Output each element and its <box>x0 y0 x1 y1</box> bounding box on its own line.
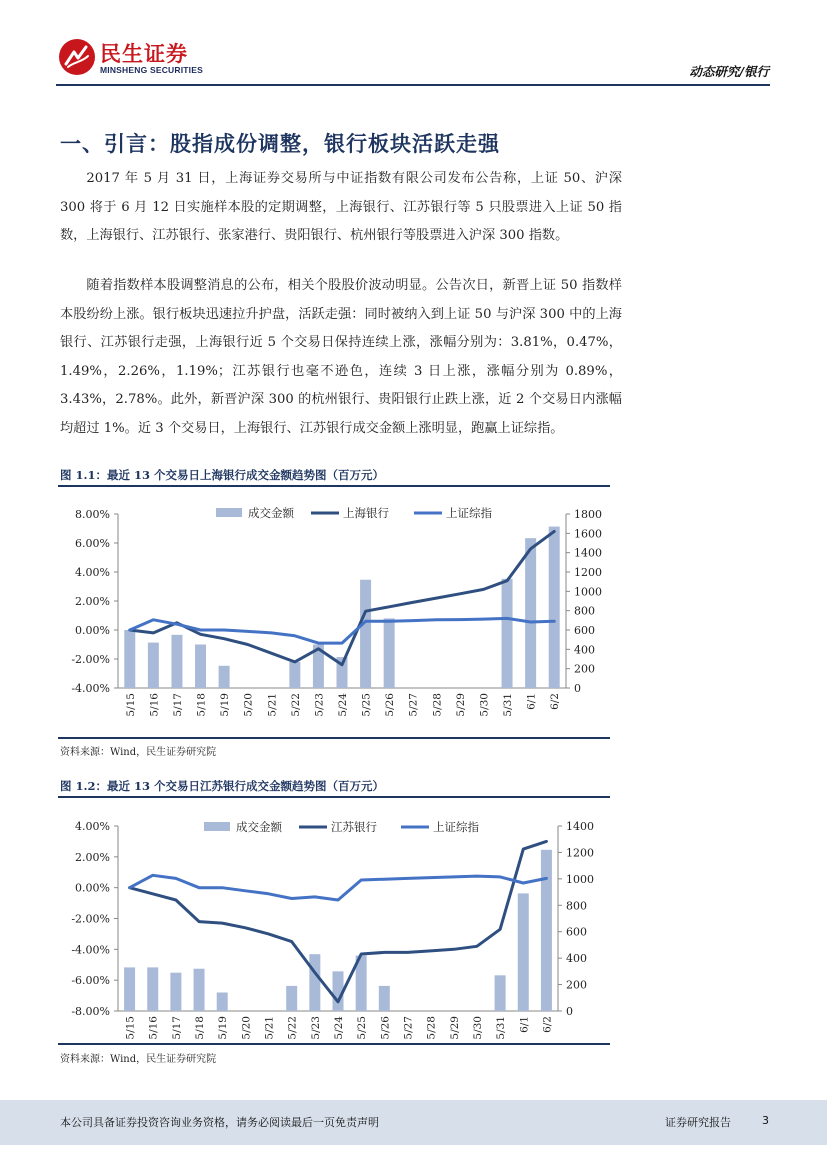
x-axis-tick-label: 5/26 <box>384 693 397 717</box>
left-axis-tick-label: -2.00% <box>71 912 110 926</box>
x-axis-tick-label: 5/31 <box>495 1016 508 1040</box>
right-axis-tick-label: 800 <box>566 899 587 913</box>
volume-bar <box>518 893 529 1011</box>
left-axis-tick-label: 4.00% <box>75 820 110 833</box>
figure-2-bottom-rule <box>58 1043 610 1045</box>
logo-chinese-name: 民生证券 <box>100 42 188 66</box>
figure-1-source: 资料来源：Wind，民生证券研究院 <box>60 747 217 758</box>
x-axis-tick-label: 5/28 <box>425 1016 438 1040</box>
x-axis-tick-label: 5/17 <box>171 693 184 717</box>
left-axis-tick-label: -2.00% <box>71 653 110 666</box>
legend-label: 上证综指 <box>446 506 492 520</box>
left-axis-tick-label: -4.00% <box>71 943 110 957</box>
right-axis-tick-label: 1200 <box>574 566 602 579</box>
x-axis-tick-label: 5/15 <box>124 1016 137 1040</box>
figure-2-top-rule <box>58 796 610 798</box>
left-axis-tick-label: 8.00% <box>75 508 110 521</box>
page-footer <box>0 1100 827 1145</box>
x-axis-tick-label: 5/20 <box>240 1016 253 1040</box>
figure-2-source: 资料来源：Wind，民生证券研究院 <box>60 1054 217 1065</box>
x-axis-tick-label: 5/23 <box>309 1016 322 1040</box>
right-axis-tick-label: 200 <box>566 978 587 992</box>
figure-1-top-rule <box>58 485 610 487</box>
right-axis-tick-label: 1400 <box>574 546 602 560</box>
right-axis-tick-label: 1000 <box>574 585 602 599</box>
volume-bar <box>171 635 182 688</box>
x-axis-tick-label: 5/30 <box>478 693 491 717</box>
right-axis-tick-label: 1800 <box>574 508 602 521</box>
x-axis-tick-label: 5/23 <box>313 693 326 717</box>
legend-swatch-volume <box>204 822 230 831</box>
paragraph-2: 随着指数样本股调整消息的公布，相关个股股价波动明显。公告次日，新晋上证 50 指数样本股纷纷上涨。银行板块迅速拉升护盘，活跃走强：同时被纳入到上证 50 与沪深 300 中的上海银行、江苏银行走强，上海银行近 5 个交易日保持连续上涨，涨幅分别为：3.81%，0.47%，1.49%，2.26%，1.19%；江苏银行也毫不逊色，连续 3 日上涨，涨幅分别为 0.89%，3.43%，2.78%。此外，新晋沪深 300 的杭州银行、贵阳银行止跌上涨，近 2 个交易日内涨幅均超过 1%。近 3 个交易日，上海银行、江苏银行成交金额上涨明显，跑赢上证综指。 <box>60 278 622 436</box>
volume-bar <box>124 630 135 688</box>
left-axis-tick-label: 4.00% <box>75 566 110 579</box>
volume-bar <box>495 975 506 1011</box>
right-axis-tick-label: 1000 <box>566 872 594 886</box>
right-axis-tick-label: 1400 <box>566 820 594 833</box>
right-axis-tick-label: 400 <box>566 952 587 966</box>
volume-bar <box>147 967 158 1011</box>
volume-bar <box>217 993 228 1012</box>
left-axis-tick-label: 0.00% <box>75 624 110 637</box>
chart-jiangsu-bank <box>56 806 616 1042</box>
x-axis-tick-label: 5/21 <box>266 693 279 717</box>
left-axis-tick-label: 2.00% <box>75 595 110 608</box>
volume-bar <box>549 527 560 688</box>
legend-label: 成交金额 <box>248 506 294 520</box>
section-title: 一、引言：股指成份调整，银行板块活跃走强 <box>60 131 500 156</box>
footer-disclaimer: 本公司具备证券投资咨询业务资格，请务必阅读最后一页免责声明 <box>60 1116 379 1129</box>
legend-label: 上证综指 <box>433 820 479 834</box>
report-category: 动态研究/银行 <box>689 64 769 79</box>
figure-2-title: 图 1.2：最近 13 个交易日江苏银行成交金额趋势图（百万元） <box>60 779 385 793</box>
x-axis-tick-label: 5/31 <box>502 693 515 717</box>
x-axis-tick-label: 5/25 <box>360 693 373 717</box>
right-axis-tick-label: 800 <box>574 604 595 618</box>
legend-swatch-volume <box>216 508 242 517</box>
x-axis-tick-label: 5/18 <box>194 1016 207 1040</box>
minsheng-logo <box>58 38 208 78</box>
left-axis-tick-label: -6.00% <box>71 974 110 988</box>
x-axis-tick-label: 5/22 <box>289 693 302 717</box>
logo-english-name: MINSHENG SECURITIES <box>100 65 203 75</box>
left-axis-tick-label: 0.00% <box>75 881 110 895</box>
right-axis-tick-label: 600 <box>574 624 595 637</box>
x-axis-tick-label: 5/18 <box>195 693 208 717</box>
header-divider <box>56 84 770 86</box>
x-axis-tick-label: 5/29 <box>448 1016 461 1040</box>
index-price-line <box>130 875 547 900</box>
volume-bar <box>289 662 300 688</box>
volume-bar <box>525 538 536 688</box>
x-axis-tick-label: 5/17 <box>170 1016 183 1040</box>
x-axis-tick-label: 5/29 <box>454 693 467 717</box>
x-axis-tick-label: 5/16 <box>148 693 161 717</box>
x-axis-tick-label: 5/25 <box>356 1016 369 1040</box>
x-axis-tick-label: 5/19 <box>219 693 232 717</box>
x-axis-tick-label: 6/1 <box>518 1016 531 1033</box>
right-axis-tick-label: 1200 <box>566 846 594 860</box>
volume-bar <box>286 986 297 1011</box>
left-axis-tick-label: 2.00% <box>75 850 110 864</box>
x-axis-tick-label: 5/20 <box>242 693 255 717</box>
footer-report-type: 证券研究报告 <box>665 1116 731 1129</box>
x-axis-tick-label: 6/2 <box>549 693 562 710</box>
x-axis-tick-label: 5/22 <box>286 1016 299 1040</box>
x-axis-tick-label: 6/2 <box>541 1016 554 1033</box>
x-axis-tick-label: 5/15 <box>124 693 137 717</box>
figure-1-bottom-rule <box>58 737 610 739</box>
x-axis-tick-label: 5/21 <box>263 1016 276 1040</box>
volume-bar <box>541 850 552 1011</box>
right-axis-tick-label: 0 <box>574 682 581 695</box>
volume-bar <box>194 969 205 1011</box>
legend-label: 上海银行 <box>343 506 389 520</box>
x-axis-tick-label: 5/19 <box>217 1016 230 1040</box>
x-axis-tick-label: 5/27 <box>402 1016 415 1040</box>
paragraph-1: 2017 年 5 月 31 日，上海证券交易所与中证指数有限公司发布公告称，上证 50、沪深 300 将于 6 月 12 日实施样本股的定期调整，上海银行、江苏银行等 5 只股票进入上证 50 指数，上海银行、江苏银行、张家港行、贵阳银行、杭州银行等股票进入沪深 300 指数。 <box>60 171 622 243</box>
x-axis-tick-label: 5/28 <box>431 693 444 717</box>
figure-1-title: 图 1.1：最近 13 个交易日上海银行成交金额趋势图（百万元） <box>60 468 385 482</box>
right-axis-tick-label: 400 <box>574 643 595 657</box>
right-axis-tick-label: 600 <box>566 925 587 939</box>
volume-bar <box>148 643 159 688</box>
volume-bar <box>384 618 395 688</box>
left-axis-tick-label: -8.00% <box>71 1005 110 1018</box>
x-axis-tick-label: 5/16 <box>147 1016 160 1040</box>
volume-bar <box>360 580 371 688</box>
bank-price-line <box>130 531 554 664</box>
volume-bar <box>502 579 513 688</box>
left-axis-tick-label: -4.00% <box>71 682 110 695</box>
volume-bar <box>309 954 320 1011</box>
x-axis-tick-label: 5/26 <box>379 1016 392 1040</box>
x-axis-tick-label: 6/1 <box>525 693 538 710</box>
minsheng-logo-icon <box>58 38 96 76</box>
x-axis-tick-label: 5/24 <box>333 1016 345 1040</box>
page-number: 3 <box>762 1114 769 1127</box>
volume-bar <box>195 645 206 689</box>
right-axis-tick-label: 1600 <box>574 527 602 541</box>
x-axis-tick-label: 5/24 <box>337 693 349 717</box>
page-header <box>0 0 827 90</box>
x-axis-tick-label: 5/30 <box>471 1016 484 1040</box>
volume-bar <box>170 973 181 1011</box>
legend-label: 成交金额 <box>236 820 282 834</box>
volume-bar <box>124 967 135 1011</box>
volume-bar <box>379 986 390 1011</box>
right-axis-tick-label: 200 <box>574 662 595 676</box>
right-axis-tick-label: 0 <box>566 1005 573 1018</box>
volume-bar <box>219 666 230 688</box>
x-axis-tick-label: 5/27 <box>407 693 420 717</box>
chart-shanghai-bank <box>56 495 616 735</box>
left-axis-tick-label: 6.00% <box>75 537 110 550</box>
legend-label: 江苏银行 <box>331 820 377 834</box>
